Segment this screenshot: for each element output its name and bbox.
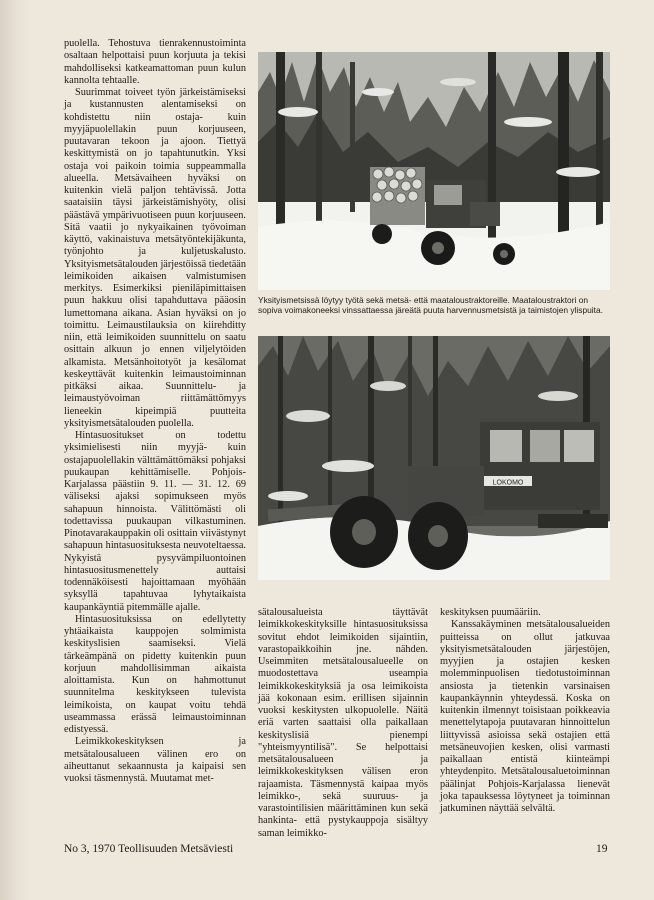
footer-issue-info: No 3, 1970 Teollisuuden Metsäviesti: [64, 843, 234, 855]
photo-caption: Yksityismetsissä löytyy työtä sekä metsä- että maataloustraktoreille. Maataloustraktori on sopiva voimakoneeksi vinssattaessa järeätä puuta harvennusmetsistä ja taimistojen ylispuita.: [258, 295, 603, 316]
paragraph: Kanssakäyminen metsätalousalueiden puitteissa on ollut jatkuvaa yksityismetsätalouden järjestöjen, myyjien ja ostajien kesken molemminpuolisen tiedotustoiminnan ansiosta ja tietenkin varsinaisen kaupankäynnin yhteydessä. Koska on kuitenkin ilmennyt toisistaan poikkeavia menettelytapoja puutavaran hinnoittelun liittyvissä asioissa sekä ostajien että metsäneuvojien kesken, olisi varmasti paikallaan entistä kiinteämpi yhteydenpito. Metsätalousaluetoiminnan päälinjat Pohjois-Karjalassa lienevät joka tapauksessa löytyneet ja toiminnan jatkuminen näyttää selvältä.: [440, 619, 610, 814]
photo-tractor-log-trailer: [258, 52, 610, 290]
paragraph: Suurimmat toiveet työn järkeistämiseksi ja kustannusten alentamiseksi on kohdistettu niin ostaja- kuin myyjäpuolellakin puun korjuuseen, puutavaran tekoon ja ajoon. Tiettyä keskittymistä on jo tapahtunutkin. Yksi ostaja voi paikoin toimia suppeammalla alueella. Metsävaiheen hyväksi on kuitenkin vielä paljon tehtävissä. Jotta saataisiin täysi järkeistämishyöty, olisi päästävä ympärivuotiseen puun korjuuseen. Sitä vaatii jo nykyaikainen työvoiman käyttö, vakinaistuva metsätyöntekijäkunta, työnjohto ja kuljetuskalusto. Yksityismetsätalouden järjestöissä tiedetään leimikoiden aikaisen valmistumisen merkitys. Esimerkiksi pieniläpimittaisen puun hakkuu olisi tapahduttava pääosin lumettomana aikana. Asian hyväksi on jo toimittu. Leimaustilauksia on kiirehditty niin, että leimikoiden suunnittelu on saatu osittain alkuun jo ennen viljelytöiden alkamista. Metsänhoitotyöt ja kesälomat keskeyttävät kuitenkin leimaustoiminnan pitkäksi aikaa. Suunnittelu- ja leimaustyövoiman riittämättömyys lieneekin kipeimpiä puutteita yksityismetsätalouden puolella.: [64, 87, 246, 429]
paragraph: keskityksen puumääriin.: [440, 607, 541, 618]
page-spine-shadow: [0, 0, 30, 900]
paragraph: Leimikkokeskityksen ja metsätalousalueen välinen ero on aiheuttanut sekaannusta ja kaipaisi sen vuoksi täsmennystä. Muutamat met-: [64, 736, 246, 784]
tractor-label: LOKOMO: [492, 479, 524, 487]
paragraph: sätalousalueista täyttävät leimikkokeskityksille hintasuosituksissa sovitut ehdot leimikoiden sijaintiin, varastopaikkoihin jne. nähden. Useimmiten metsätalousalueelle on muodostettava useampia leimikkokeskityksiä ja osa leimikoista jää kokonaan esim. erillisen sijainnin vuoksi keskitysten ulkopuolelle. Näitä eriä varten saattaisi olla paikallaan keskityslisiä pienempi "yhteismyyntilisä". Se helpottaisi metsätalousalueen ja leimikkokeskityksen välisen eron rajaamista. Täsmennystä kaipaa myös leimikko-, sekä suuruus- ja varastointilisien määrittäminen kun sekä hankinta- että pystykauppoja sisältyy saman leimikko-: [258, 607, 428, 839]
text-column-middle: [258, 607, 428, 840]
text-column-left: [64, 38, 246, 785]
photo-tractor-graphic: [258, 52, 610, 290]
paragraph: Hintasuosituksissa on edellytetty yhtäaikaista kauppojen solmimista keskityslisien saamiseksi. Vielä tärkeämpänä on pidetty kuitenkin puun korjuun mahdollisimman aikaista aloittamista. Kun on hahmottunut suunnitelma keskitykseen tulevista leimikoista, on kaupat voitu tehdä useammassa erässä leimaustoiminnan edistyessä.: [64, 613, 246, 735]
page-number: 19: [596, 843, 608, 855]
paragraph: puolella. Tehostuva tienrakennustoiminta osaltaan helpottaisi puun korjuuta ja tekisi mahdolliseksi katkeamattoman puun kulun kannolta tehtaalle.: [64, 38, 246, 86]
photo-forwarder-graphic: [258, 336, 610, 580]
photo-forwarder-tractor: [258, 336, 610, 580]
text-column-right: [440, 607, 610, 815]
paragraph: Hintasuositukset on todettu yksimielisesti niin myyjä- kuin ostajapuolellakin välttämättömäksi pohjaksi puukaupan kehittämiselle. Pohjois-Karjalassa päästiin 9. 11. — 31. 12. 69 väliseksi ajaksi sopimukseen myös sahapuun hinnoista. Välittömästi oli todettavissa puukaupan vilkastuminen. Pinotavarakauppakin oli osittain viivästynyt sahapuun hintasuosituksesta neuvoteltaessa. Nykyistä pysyvämpiluontoinen hintasuositusmenettely auttaisi todennäköisesti hajoittamaan myöhään syksyllä tapahtuvaa lyhytaikaista kaupankäyntiä pitemmälle ajalle.: [64, 430, 246, 613]
